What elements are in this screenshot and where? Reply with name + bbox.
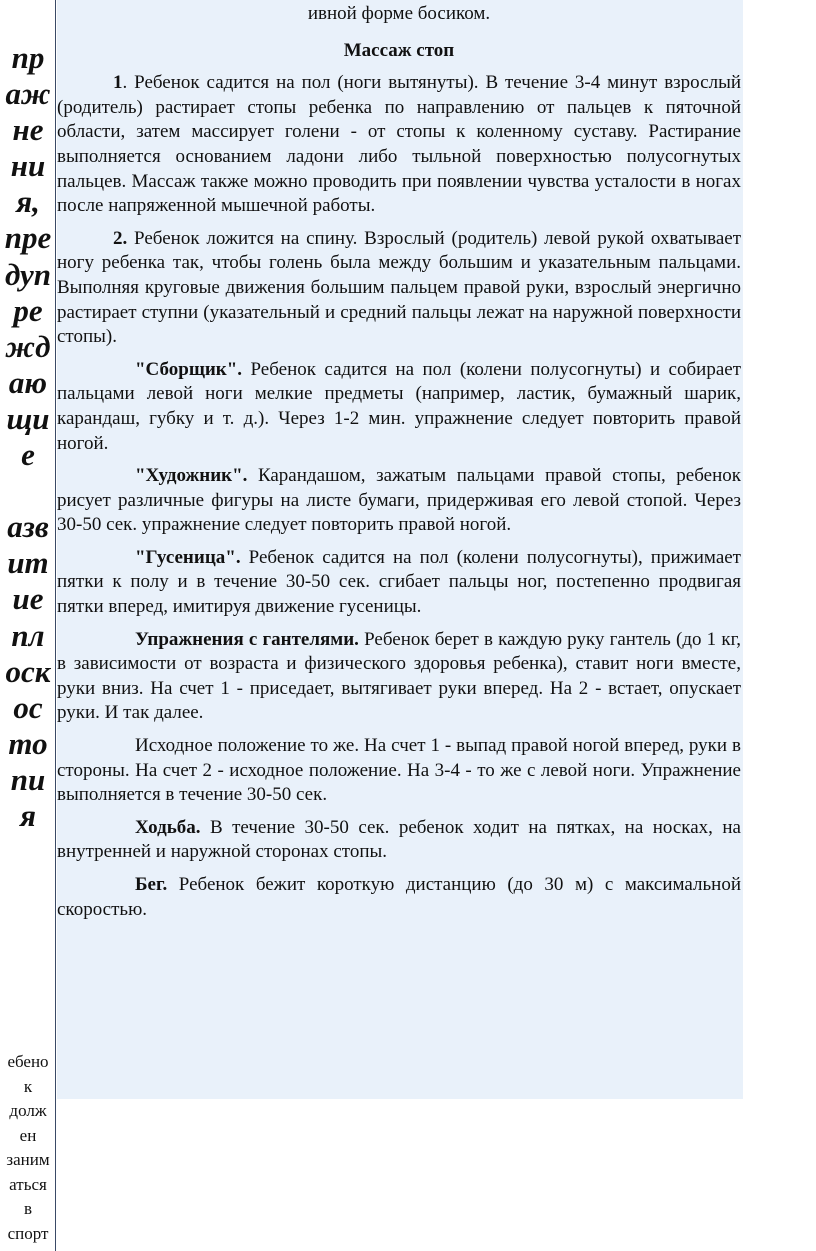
sidebar-text-line: ебено (7, 1052, 49, 1071)
sidebar-text-line: заним (6, 1150, 50, 1169)
paragraph-text: Ребенок садится на пол (колени полусогнуты) и собирает пальцами левой ноги мелкие предметы (например, ластик, бумажный шарик, карандаш, губку и т. д.). Через 1-2 мин. упражнение следует повторить правой ногой. (57, 358, 741, 454)
paragraph-text: Ребенок садится на пол (колени полусогнуты), прижимает пятки к полу и в течение 30-50 сек. сгибает пальцы ног, постепенно продвигая пятки вперед, имитируя движение гусеницы. (57, 546, 741, 618)
sidebar-line: аж (5, 76, 51, 112)
sidebar-line: пл (11, 617, 45, 653)
sidebar-line: жд (5, 328, 51, 364)
main-content (57, 0, 741, 930)
paragraph-running (57, 873, 741, 922)
sidebar-line: пи (10, 761, 46, 797)
sidebar-line: ни (10, 148, 46, 184)
sidebar-line: пре (4, 220, 52, 256)
margin-sidebar (0, 0, 56, 1251)
sidebar-text-line: ен (19, 1125, 37, 1145)
sidebar-heading (0, 40, 56, 834)
sidebar-line: пр (11, 40, 45, 75)
sidebar-line: то (8, 725, 48, 761)
sidebar-line: дуп (5, 256, 51, 292)
paragraph-text: . Ребенок садится на пол (ноги вытянуты). В течение 3-4 минут взрослый (родитель) растирает стопы ребенка по направлению от пальцев к пяточной области, затем массирует голени - от стопы к коленному суставу. Растирание выполняется основанием ладони либо тыльной поверхностью полусогнутых пальцев. Массаж также можно проводить при появлении чувства усталости в ногах после напряженной мышечной работы. (57, 72, 741, 217)
sidebar-line: е (21, 437, 35, 473)
sidebar-text (0, 1050, 56, 1246)
sidebar-line: я (20, 797, 36, 833)
paragraph-text: Ребенок бежит короткую дистанцию (до 30 м) с максимальной скоростью. (57, 874, 741, 920)
paragraph-text: Ребенок ложится на спину. Взрослый (родитель) левой рукой охватывает ногу ребенка так, чтобы голень была между большим и указательным пальцами. Выполняя круговые движения большим пальцем правой руки, взрослый энергично растирает ступни (указательный и средний пальцы лежат на наружной поверхности стопы). (57, 227, 741, 348)
paragraph-text: Ребенок берет в каждую руку гантель (до 1 кг, в зависимости от возраста и физического здоровья ребенка), ставит ноги вместе, руки вниз. На счет 1 - приседает, вытягивает руки вперед. На 2 - встает, опускает руки. И так далее. (57, 628, 741, 724)
paragraph-lunge (57, 734, 741, 808)
paragraph-lead: 2. (113, 227, 128, 249)
paragraph-text: Карандашом, зажатым пальцами правой стопы, ребенок рисует различные фигуры на листе бумаги, придерживая его левой стопой. Через 30-50 сек. упражнение следует повторить правой ногой. (57, 465, 741, 536)
sidebar-text-line: долж (9, 1101, 47, 1120)
sidebar-line: ос (13, 689, 43, 725)
sidebar-text-line: к (23, 1076, 33, 1096)
paragraph-text: Исходное положение то же. На счет 1 - выпад правой ногой вперед, руки в стороны. На счет 2 - исходное положение. На 3-4 - то же с левой ноги. Упражнение выполняется в течение 30-50 сек. (57, 735, 741, 806)
sidebar-line: ре (13, 292, 43, 328)
paragraph-lead: Ходьба. (135, 816, 201, 838)
paragraph-massage-1 (57, 71, 741, 219)
sidebar-line: азв (7, 509, 49, 545)
sidebar-text-line: спорт (7, 1223, 49, 1243)
sidebar-line: аю (8, 364, 48, 400)
sidebar-line: щи (6, 400, 50, 436)
sidebar-line: оск (5, 653, 51, 689)
paragraph-lead: "Художник". (135, 465, 248, 487)
paragraph-lead: "Гусеница". (135, 546, 241, 568)
paragraph-lead: Бег. (135, 874, 168, 895)
paragraph-text: В течение 30-50 сек. ребенок ходит на пятках, на носках, на внутренней и наружной сторонах стопы. (57, 816, 741, 863)
sidebar-line: ит (7, 545, 49, 581)
paragraph-khudozhnik (57, 464, 741, 538)
paragraph-massage-2 (57, 227, 741, 350)
sidebar-line: ие (12, 581, 44, 617)
sidebar-text-line: аться (9, 1174, 47, 1194)
section-heading: Массаж стоп (343, 39, 455, 61)
paragraph-dumbbells (57, 628, 741, 726)
paragraph-sborshchik (57, 358, 741, 456)
paragraph-walking (57, 816, 741, 865)
paragraph-gusenitsa (57, 546, 741, 620)
sidebar-line (0, 473, 56, 509)
paragraph-lead: 1 (113, 72, 123, 94)
sidebar-line: я, (16, 184, 40, 220)
continued-line: ивной форме босиком. (307, 3, 491, 24)
sidebar-text-line: в (23, 1199, 33, 1218)
paragraph-lead: Упражнения с гантелями. (135, 628, 359, 650)
paragraph-lead: "Сборщик". (135, 358, 243, 380)
sidebar-line: не (12, 112, 44, 148)
